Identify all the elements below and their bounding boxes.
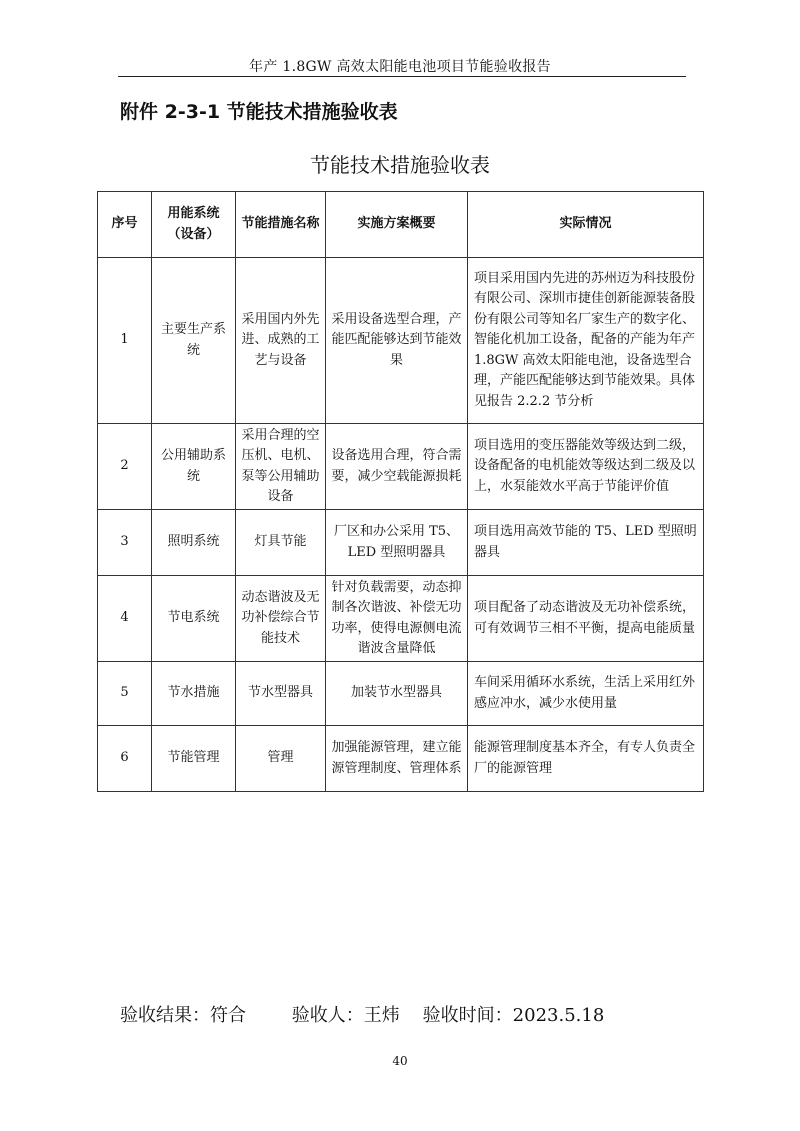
cell-actual: 项目选用的变压器能效等级达到二级，设备配备的电机能效等级达到二级及以上，水泵能效水平高于节能评价值: [468, 424, 704, 510]
cell-no: 2: [98, 424, 152, 510]
cell-actual: 项目配备了动态谐波及无功补偿系统，可有效调节三相不平衡，提高电能质量: [468, 576, 704, 662]
header-divider: [118, 76, 686, 77]
cell-plan: 针对负载需要，动态抑制各次谐波、补偿无功功率，使得电源侧电流谐波含量降低: [326, 576, 468, 662]
cell-actual: 项目选用高效节能的 T5、LED 型照明器具: [468, 510, 704, 576]
cell-no: 3: [98, 510, 152, 576]
table-row: [98, 258, 704, 424]
measures-table: [97, 191, 704, 792]
cell-measure: 采用合理的空压机、电机、泵等公用辅助设备: [236, 424, 326, 510]
table-row: [98, 726, 704, 792]
cell-plan: 设备选用合理，符合需要，减少空载能源损耗: [326, 424, 468, 510]
header-measure: 节能措施名称: [236, 192, 326, 258]
page-number: 40: [392, 1054, 408, 1068]
cell-measure: 动态谐波及无功补偿综合节能技术: [236, 576, 326, 662]
header-plan: 实施方案概要: [326, 192, 468, 258]
table-row: [98, 662, 704, 726]
header-no: 序号: [98, 192, 152, 258]
cell-actual: 能源管理制度基本齐全，有专人负责全厂的能源管理: [468, 726, 704, 792]
cell-measure: 管理: [236, 726, 326, 792]
table-title: 节能技术措施验收表: [310, 153, 490, 177]
cell-system: 主要生产系统: [152, 258, 236, 424]
cell-measure: 灯具节能: [236, 510, 326, 576]
cell-system: 节水措施: [152, 662, 236, 726]
cell-measure: 采用国内外先进、成熟的工艺与设备: [236, 258, 326, 424]
cell-no: 4: [98, 576, 152, 662]
table-row: [98, 576, 704, 662]
table-row: [98, 510, 704, 576]
cell-no: 6: [98, 726, 152, 792]
cell-plan: 加装节水型器具: [326, 662, 468, 726]
acceptance-footer: 验收结果：符合 验收人：王炜 验收时间：2023.5.18: [120, 1005, 605, 1026]
header-system: 用能系统（设备）: [152, 192, 236, 258]
cell-system: 节电系统: [152, 576, 236, 662]
table-row: [98, 424, 704, 510]
cell-actual: 车间采用循环水系统，生活上采用红外感应冲水，减少水使用量: [468, 662, 704, 726]
cell-system: 照明系统: [152, 510, 236, 576]
running-header: 年产 1.8GW 高效太阳能电池项目节能验收报告: [249, 59, 551, 75]
cell-no: 1: [98, 258, 152, 424]
cell-system: 公用辅助系统: [152, 424, 236, 510]
cell-plan: 厂区和办公采用 T5、LED 型照明器具: [326, 510, 468, 576]
cell-measure: 节水型器具: [236, 662, 326, 726]
cell-plan: 采用设备选型合理，产能匹配能够达到节能效果: [326, 258, 468, 424]
cell-plan: 加强能源管理，建立能源管理制度、管理体系: [326, 726, 468, 792]
header-actual: 实际情况: [468, 192, 704, 258]
table-header-row: [98, 192, 704, 258]
cell-actual: 项目采用国内先进的苏州迈为科技股份有限公司、深圳市捷佳创新能源装备股份有限公司等知名厂家生产的数字化、智能化机加工设备，配备的产能为年产 1.8GW 高效太阳能电池，设备选型合理，产能匹配能够达到节能效果。具体见报告 2.2.2 节分析: [468, 258, 704, 424]
attachment-title: 附件 2-3-1 节能技术措施验收表: [120, 101, 398, 123]
cell-system: 节能管理: [152, 726, 236, 792]
cell-no: 5: [98, 662, 152, 726]
